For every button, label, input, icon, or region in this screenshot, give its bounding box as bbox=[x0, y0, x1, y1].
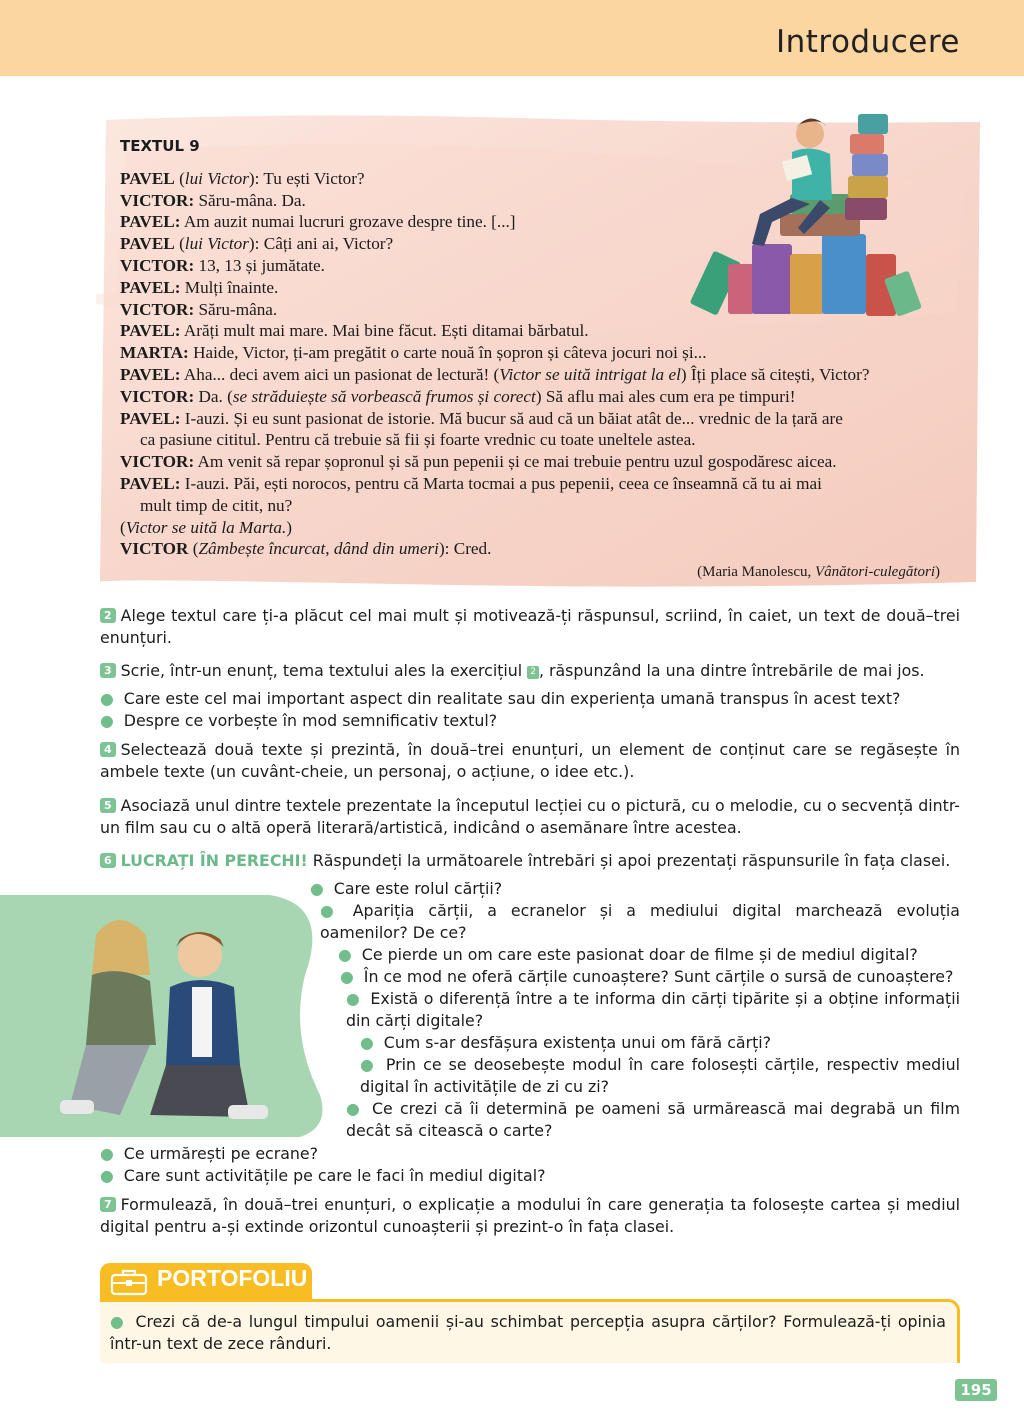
exercise-4: 4 Selectează două texte și prezintă, în două–trei enunțuri, un element de conținut care se regăsește în ambele texte (un cuvânt-cheie, un personaj, o acțiune, o idee etc.). bbox=[100, 740, 960, 781]
dialogue-line: VICTOR: 13, 13 și jumătate. bbox=[120, 255, 325, 275]
dialogue-line: VICTOR: Da. (se străduiește să vorbească frumos și corect) Să aflu mai ales cum era pe timpuri! bbox=[120, 386, 796, 406]
page-number: 195 bbox=[955, 1379, 997, 1401]
portfolio-label: PORTOFOLIU bbox=[157, 1265, 308, 1291]
dialogue-line: PAVEL (lui Victor): Tu ești Victor? bbox=[120, 168, 365, 188]
question-item: ● În ce mod ne oferă cărțile cunoaștere? Sunt cărțile o sursă de cunoaștere? bbox=[340, 967, 954, 986]
exercise-number: 2 bbox=[100, 608, 116, 623]
exercise-6-more-questions bbox=[100, 1143, 960, 1187]
exercise-3: 3 Scrie, într-un enunț, tema textului ales la exercițiul 2 , răspunzând la una dintre întrebările de mai jos. bbox=[100, 660, 960, 682]
dialogue-line-continued: mult timp de citit, nu? bbox=[140, 495, 293, 515]
exercise-number: 4 bbox=[100, 742, 116, 757]
dialogue-line: PAVEL (lui Victor): Câți ani ai, Victor? bbox=[120, 234, 394, 254]
dialogue-line: VICTOR (Zâmbește încurcat, dând din umeri): Cred. bbox=[120, 539, 492, 559]
briefcase-icon bbox=[110, 1268, 148, 1296]
exercise-7: 7 Formulează, în două–trei enunțuri, o explicație a modului în care generația ta folosește cartea și mediul digital pentru a-și extinde orizontul cunoașterii și prezint-o în fața clasei. bbox=[100, 1195, 960, 1236]
dialogue-line: VICTOR: Săru-mâna. Da. bbox=[120, 190, 306, 210]
exercise-3-bullets bbox=[100, 688, 960, 732]
exercise-6: 6 LUCRAȚI ÎN PERECHI! Răspundeți la următoarele întrebări și apoi prezentați răspunsurile în fața clasei. bbox=[100, 850, 960, 872]
question-item: ● Apariția cărții, a ecranelor și a mediului digital marchează evoluția oamenilor? De ce? bbox=[320, 901, 960, 942]
question-item: ● Ce urmărești pe ecrane? bbox=[100, 1144, 319, 1163]
exercise-6-questions bbox=[310, 878, 960, 1142]
dialogue-line: VICTOR: Am venit să repar șopronul și să pun pepenii și ce mai trebuie pentru uzul gospodăresc aicea. bbox=[120, 452, 837, 472]
dialogue-line: PAVEL: Aha... deci avem aici un pasionat de lectură! (Victor se uită intrigat la el) Îți place să citești, Victor? bbox=[120, 364, 870, 384]
dialogue-line: PAVEL: Arăți mult mai mare. Mai bine făcut. Ești ditamai bărbatul. bbox=[120, 321, 589, 341]
question-item: ● Care este rolul cărții? bbox=[310, 879, 503, 898]
boy-reading-on-books-illustration bbox=[680, 104, 930, 324]
citation: (Maria Manolescu, Vânători-culegători) bbox=[697, 564, 940, 580]
question-item: ● Există o diferență între a te informa din cărți tipărite și a obține informații din cărți digitale? bbox=[346, 989, 960, 1030]
dialogue-line: PAVEL: Mulți înainte. bbox=[120, 277, 279, 297]
portfolio-task: ● Crezi că de-a lungul timpului oamenii și-au schimbat percepția asupra cărților? Formulează-ți opinia într-un text de zece rânduri. bbox=[110, 1312, 946, 1353]
stage-direction: (Victor se uită la Marta.) bbox=[120, 517, 293, 537]
dialogue-line-continued: ca pasiune cititul. Pentru că trebuie să fii și foarte vrednic cu toate uneltele astea. bbox=[140, 430, 696, 450]
exercise-reference: 2 bbox=[527, 666, 539, 679]
question-item: ● Prin ce se deosebește modul în care folosești cărțile, respectiv mediul digital în activitățile de zi cu zi? bbox=[360, 1055, 960, 1096]
question-item: ● Ce crezi că îi determină pe oameni să urmărească mai degrabă un film decât să citească o carte? bbox=[346, 1099, 960, 1140]
bullet-item: ● Despre ce vorbește în mod semnificativ textul? bbox=[100, 711, 498, 730]
exercise-2: 2 Alege textul care ți-a plăcut cel mai mult și motivează-ți răspunsul, scriind, în caiet, un text de două–trei enunțuri. bbox=[100, 606, 960, 647]
exercise-number: 7 bbox=[100, 1197, 116, 1212]
dialogue-line: PAVEL: Am auzit numai lucruri grozave despre tine. [...] bbox=[120, 212, 516, 232]
exercise-number: 6 bbox=[100, 853, 116, 868]
question-item: ● Cum s-ar desfășura existența unui om fără cărți? bbox=[360, 1033, 772, 1052]
exercise-5: 5 Asociază unul dintre textele prezentate la începutul lecției cu o pictură, cu o melodie, cu o secvență dintr-un film sau cu o altă operă literară/artistică, indicând o asemănare între acestea. bbox=[100, 796, 960, 837]
dialogue-line: PAVEL: I-auzi. Și eu sunt pasionat de istorie. Mă bucur să aud că un băiat atât de... vrednic de la țară are bbox=[120, 408, 843, 428]
dialogue-line: MARTA: Haide, Victor, ți-am pregătit o carte nouă în șopron și câteva jocuri noi și... bbox=[120, 343, 707, 363]
students-photo bbox=[0, 895, 340, 1137]
page-title: Introducere bbox=[775, 24, 960, 60]
bullet-item: ● Care este cel mai important aspect din realitate sau din experiența umană transpus în acest text? bbox=[100, 689, 901, 708]
dialogue-line: VICTOR: Săru-mâna. bbox=[120, 299, 278, 319]
exercise-number: 3 bbox=[100, 663, 116, 678]
text-heading: TEXTUL 9 bbox=[120, 137, 200, 155]
question-item: ● Care sunt activitățile pe care le faci în mediul digital? bbox=[100, 1166, 546, 1185]
question-item: ● Ce pierde un om care este pasionat doar de filme și de mediul digital? bbox=[338, 945, 918, 964]
exercise-number: 5 bbox=[100, 798, 116, 813]
dialogue-line: PAVEL: I-auzi. Păi, ești norocos, pentru că Marta tocmai a pus pepenii, ceea ce înseamnă că tu ai mai bbox=[120, 473, 822, 493]
